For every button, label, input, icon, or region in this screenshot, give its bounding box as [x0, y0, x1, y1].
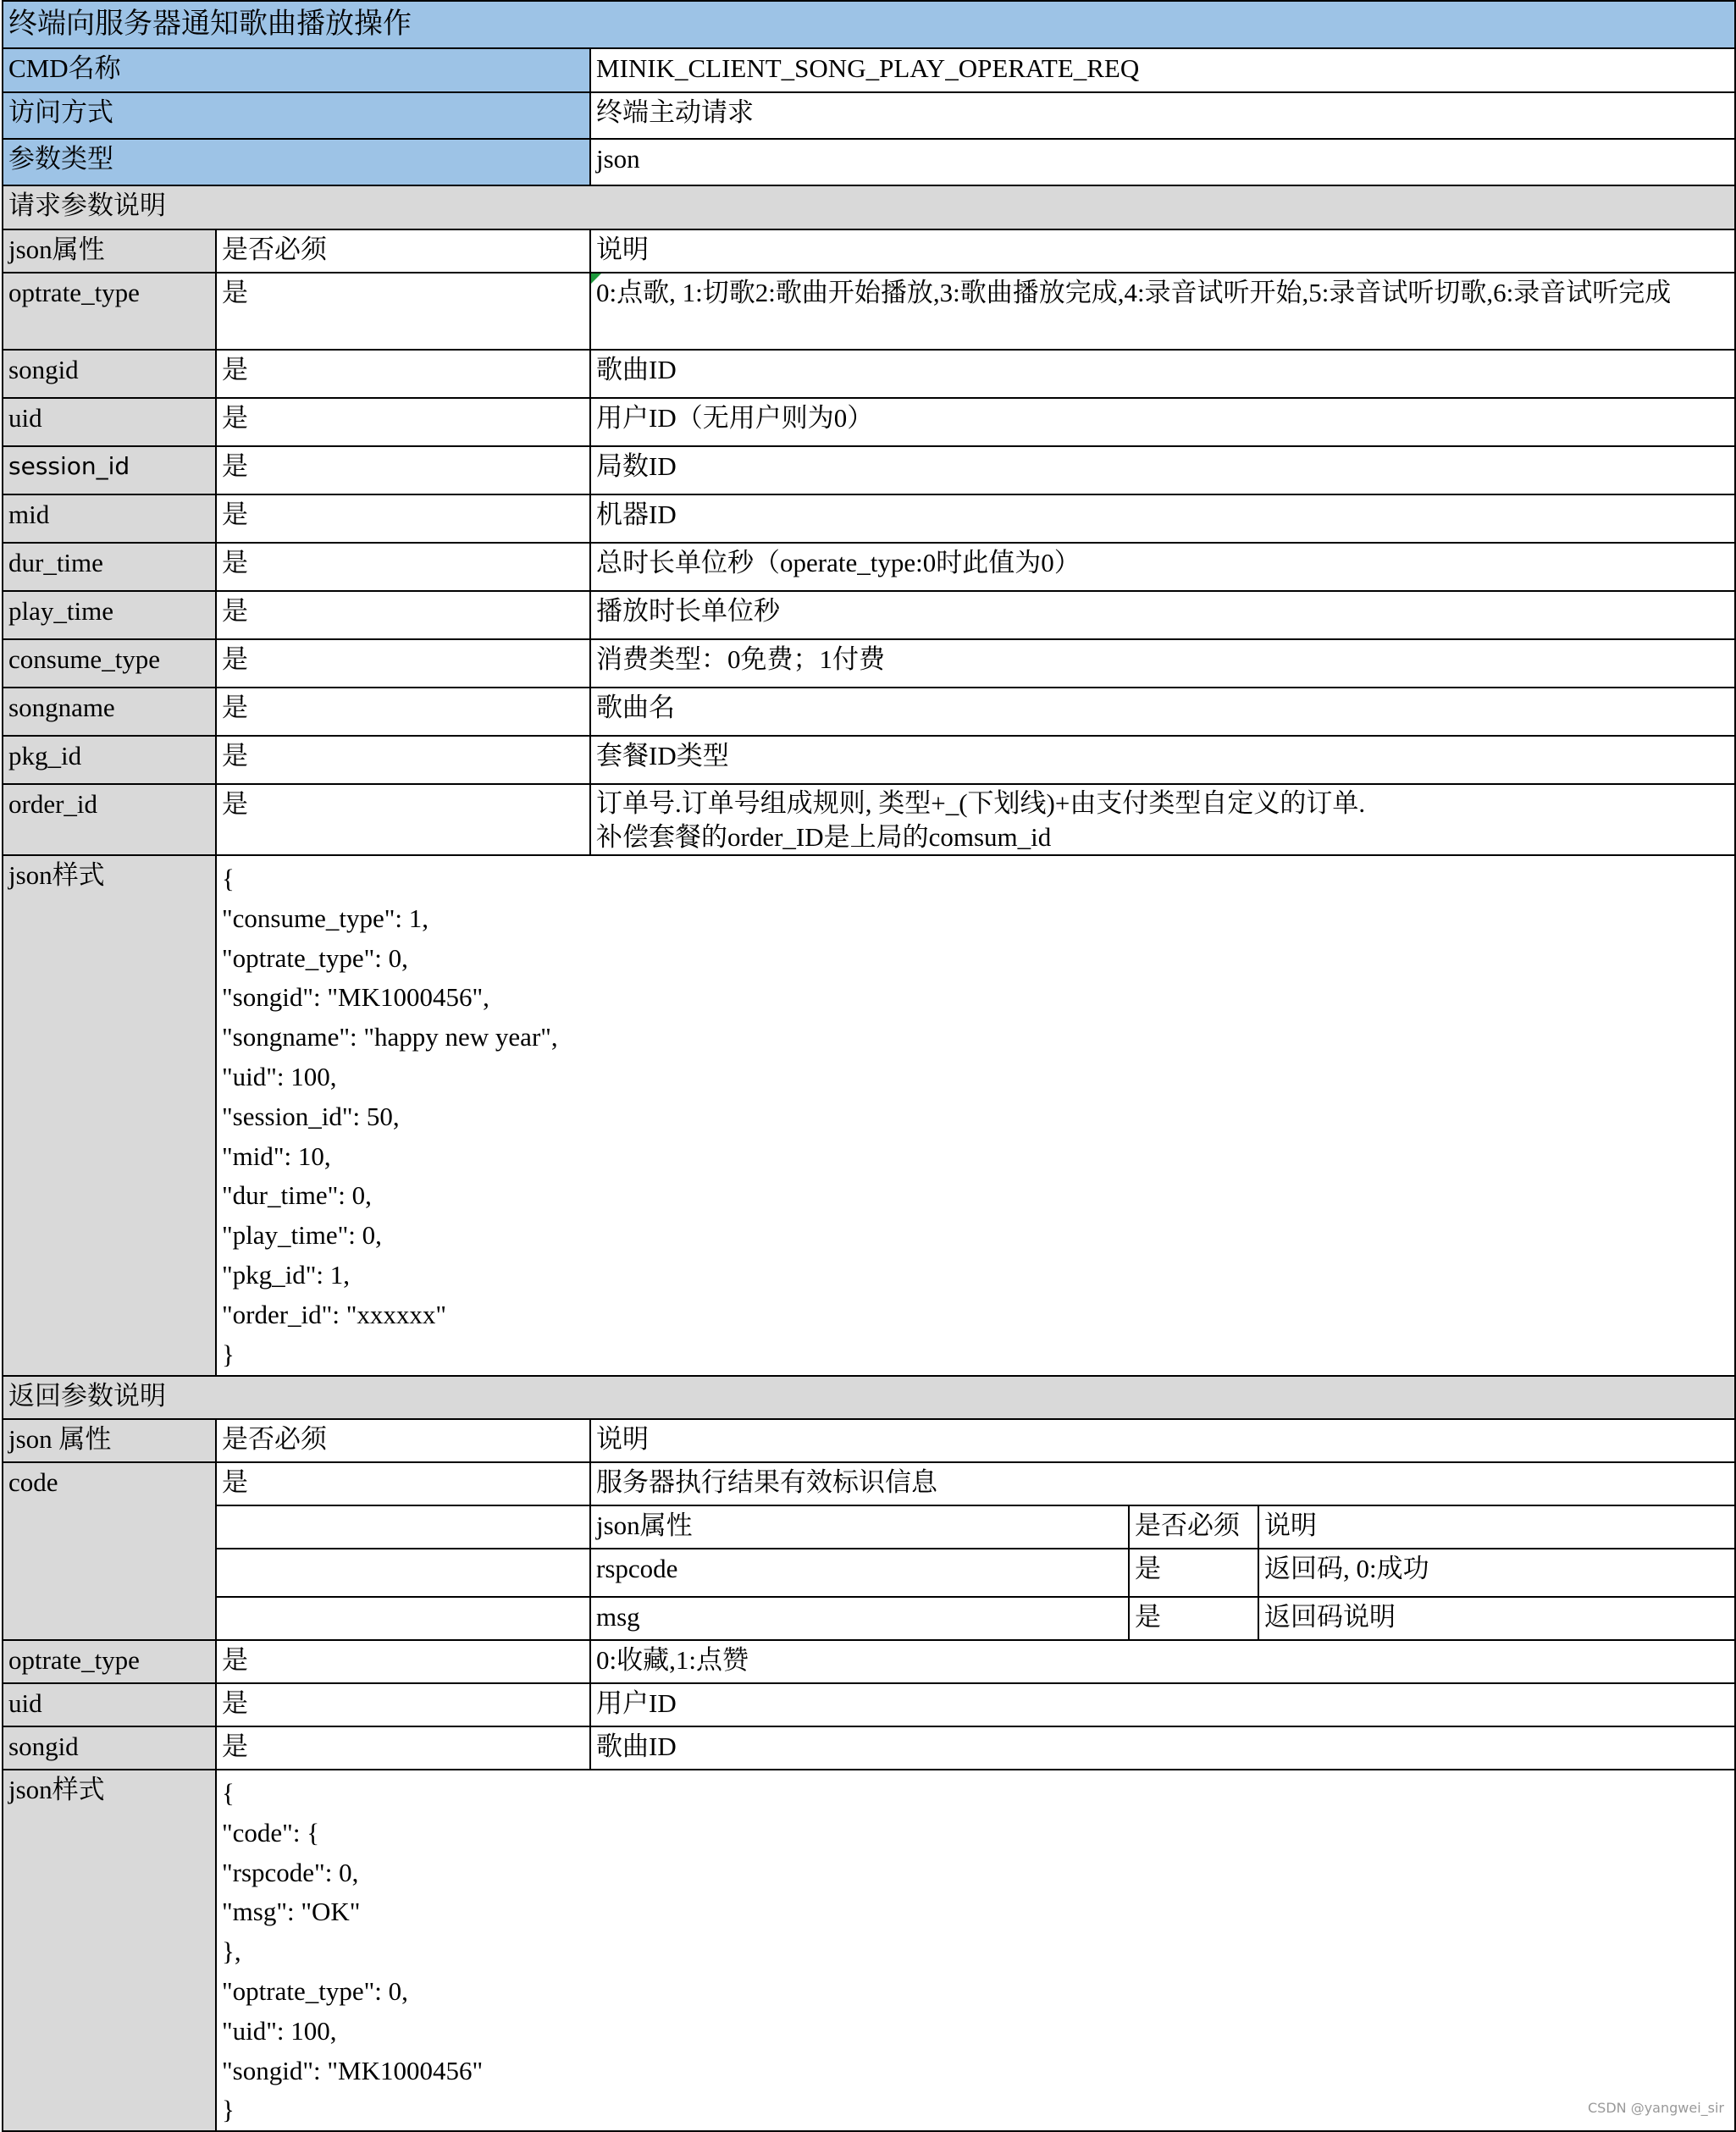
request-section-label: 请求参数说明 [3, 185, 1735, 229]
response-header-required: 是否必须 [216, 1419, 590, 1462]
request-json-row [3, 855, 1735, 1376]
meta-value-param-type: json [590, 139, 1735, 185]
code-sub-row [3, 1597, 1735, 1640]
param-desc: 总时长单位秒（operate_type:0时此值为0） [590, 543, 1735, 591]
code-sub-header-row [3, 1505, 1735, 1549]
json-line: "msg": "OK" [222, 1897, 361, 1927]
json-line: }, [222, 1936, 241, 1967]
code-sub-spacer [216, 1549, 590, 1597]
code-sub-header-desc: 说明 [1258, 1505, 1735, 1549]
request-header-required: 是否必须 [216, 229, 590, 273]
param-name: session_id [3, 446, 216, 494]
watermark: CSDN @yangwei_sir [1587, 2100, 1724, 2116]
table-row [3, 494, 1735, 543]
param-required: 是 [216, 1726, 590, 1770]
response-header-attr: json 属性 [3, 1419, 216, 1462]
param-required: 是 [216, 494, 590, 543]
code-sub-desc: 返回码, 0:成功 [1258, 1549, 1735, 1597]
response-section-label: 返回参数说明 [3, 1376, 1735, 1419]
param-name: code [3, 1462, 216, 1640]
title-row [3, 1, 1735, 48]
table-row [3, 1726, 1735, 1770]
json-line: "consume_type": 1, [222, 903, 428, 933]
response-section-row [3, 1376, 1735, 1419]
param-desc: 局数ID [590, 446, 1735, 494]
table-row [3, 736, 1735, 784]
param-desc: 0:收藏,1:点赞 [590, 1640, 1735, 1683]
table-row [3, 639, 1735, 688]
json-line: "songid": "MK1000456", [222, 982, 489, 1013]
param-required: 是 [216, 350, 590, 398]
table-row [3, 591, 1735, 639]
json-line: { [222, 1778, 235, 1808]
meta-row-access [3, 92, 1735, 139]
json-line: } [222, 1339, 235, 1369]
code-sub-attr: rspcode [590, 1549, 1129, 1597]
code-sub-attr: msg [590, 1597, 1129, 1640]
request-header-attr: json属性 [3, 229, 216, 273]
request-json-label: json样式 [3, 855, 216, 1376]
json-line: "optrate_type": 0, [222, 942, 408, 973]
param-desc: 播放时长单位秒 [590, 591, 1735, 639]
param-required: 是 [216, 639, 590, 688]
param-name: mid [3, 494, 216, 543]
param-desc: 歌曲ID [590, 350, 1735, 398]
param-name: consume_type [3, 639, 216, 688]
meta-value-access: 终端主动请求 [590, 92, 1735, 139]
param-desc: 用户ID（无用户则为0） [590, 398, 1735, 446]
response-header-row [3, 1419, 1735, 1462]
request-section-row [3, 185, 1735, 229]
json-line: "rspcode": 0, [222, 1857, 359, 1887]
order-desc-line-1: 订单号.订单号组成规则, 类型+_(下划线)+由支付类型自定义的订单. [596, 788, 1366, 818]
param-desc: 消费类型：0免费；1付费 [590, 639, 1735, 688]
param-desc: 服务器执行结果有效标识信息 [590, 1462, 1735, 1505]
param-required: 是 [216, 543, 590, 591]
json-line: "mid": 10, [222, 1141, 331, 1171]
code-sub-spacer [216, 1505, 590, 1549]
param-required: 是 [216, 736, 590, 784]
code-sub-header-required: 是否必须 [1129, 1505, 1258, 1549]
meta-row-param-type [3, 139, 1735, 185]
code-sub-row [3, 1549, 1735, 1597]
table-row [3, 398, 1735, 446]
order-desc-line-2: 补偿套餐的order_ID是上局的comsum_id [596, 822, 1052, 852]
param-name: play_time [3, 591, 216, 639]
code-sub-required: 是 [1129, 1597, 1258, 1640]
response-json-row [3, 1770, 1735, 2131]
param-name: optrate_type [3, 1640, 216, 1683]
json-line: "songid": "MK1000456" [222, 2055, 484, 2085]
json-line: "songname": "happy new year", [222, 1022, 558, 1052]
table-row [3, 688, 1735, 736]
table-row [3, 1462, 1735, 1505]
meta-value-cmd: MINIK_CLIENT_SONG_PLAY_OPERATE_REQ [590, 48, 1735, 92]
table-row [3, 543, 1735, 591]
param-required: 是 [216, 688, 590, 736]
param-desc: 歌曲ID [590, 1726, 1735, 1770]
param-required: 是 [216, 1640, 590, 1683]
param-required: 是 [216, 446, 590, 494]
param-desc: 0:点歌, 1:切歌2:歌曲开始播放,3:歌曲播放完成,4:录音试听开始,5:录音试听切歌,6:录音试听完成 [590, 273, 1735, 350]
param-desc: 套餐ID类型 [590, 736, 1735, 784]
param-name: optrate_type [3, 273, 216, 350]
json-line: "uid": 100, [222, 1061, 337, 1091]
json-line: { [222, 864, 235, 893]
table-row [3, 1640, 1735, 1683]
param-name: songname [3, 688, 216, 736]
api-spec-table [2, 0, 1736, 2132]
param-desc: 用户ID [590, 1683, 1735, 1726]
param-name: dur_time [3, 543, 216, 591]
param-desc: 机器ID [590, 494, 1735, 543]
page-title: 终端向服务器通知歌曲播放操作 [3, 1, 1735, 48]
code-sub-desc: 返回码说明 [1258, 1597, 1735, 1640]
request-json-example [216, 855, 1735, 1376]
code-sub-required: 是 [1129, 1549, 1258, 1597]
request-header-row [3, 229, 1735, 273]
json-line: "order_id": "xxxxxx" [222, 1299, 446, 1329]
param-desc [590, 784, 1735, 855]
code-sub-spacer [216, 1597, 590, 1640]
json-line: "pkg_id": 1, [222, 1259, 351, 1290]
meta-label-param-type: 参数类型 [3, 139, 590, 185]
param-name: pkg_id [3, 736, 216, 784]
param-desc: 歌曲名 [590, 688, 1735, 736]
meta-label-cmd: CMD名称 [3, 48, 590, 92]
table-row [3, 446, 1735, 494]
param-name: songid [3, 350, 216, 398]
param-required: 是 [216, 1683, 590, 1726]
response-json-label: json样式 [3, 1770, 216, 2131]
table-row [3, 784, 1735, 855]
json-line: "dur_time": 0, [222, 1180, 372, 1211]
table-row [3, 1683, 1735, 1726]
json-line: "play_time": 0, [222, 1220, 382, 1251]
param-name: songid [3, 1726, 216, 1770]
param-required: 是 [216, 591, 590, 639]
param-required: 是 [216, 784, 590, 855]
table-row [3, 273, 1735, 350]
json-line: } [222, 2095, 235, 2125]
meta-label-access: 访问方式 [3, 92, 590, 139]
request-header-desc: 说明 [590, 229, 1735, 273]
param-required: 是 [216, 273, 590, 350]
response-json-example [216, 1770, 1735, 2131]
response-header-desc: 说明 [590, 1419, 1735, 1462]
json-line: "session_id": 50, [222, 1101, 400, 1131]
code-sub-header-attr: json属性 [590, 1505, 1129, 1549]
param-required: 是 [216, 398, 590, 446]
table-row [3, 350, 1735, 398]
json-line: "optrate_type": 0, [222, 1975, 408, 2006]
json-line: "code": { [222, 1817, 320, 1848]
param-required: 是 [216, 1462, 590, 1505]
param-name: uid [3, 1683, 216, 1726]
param-name: order_id [3, 784, 216, 855]
meta-row-cmd [3, 48, 1735, 92]
json-line: "uid": 100, [222, 2015, 337, 2046]
param-name: uid [3, 398, 216, 446]
